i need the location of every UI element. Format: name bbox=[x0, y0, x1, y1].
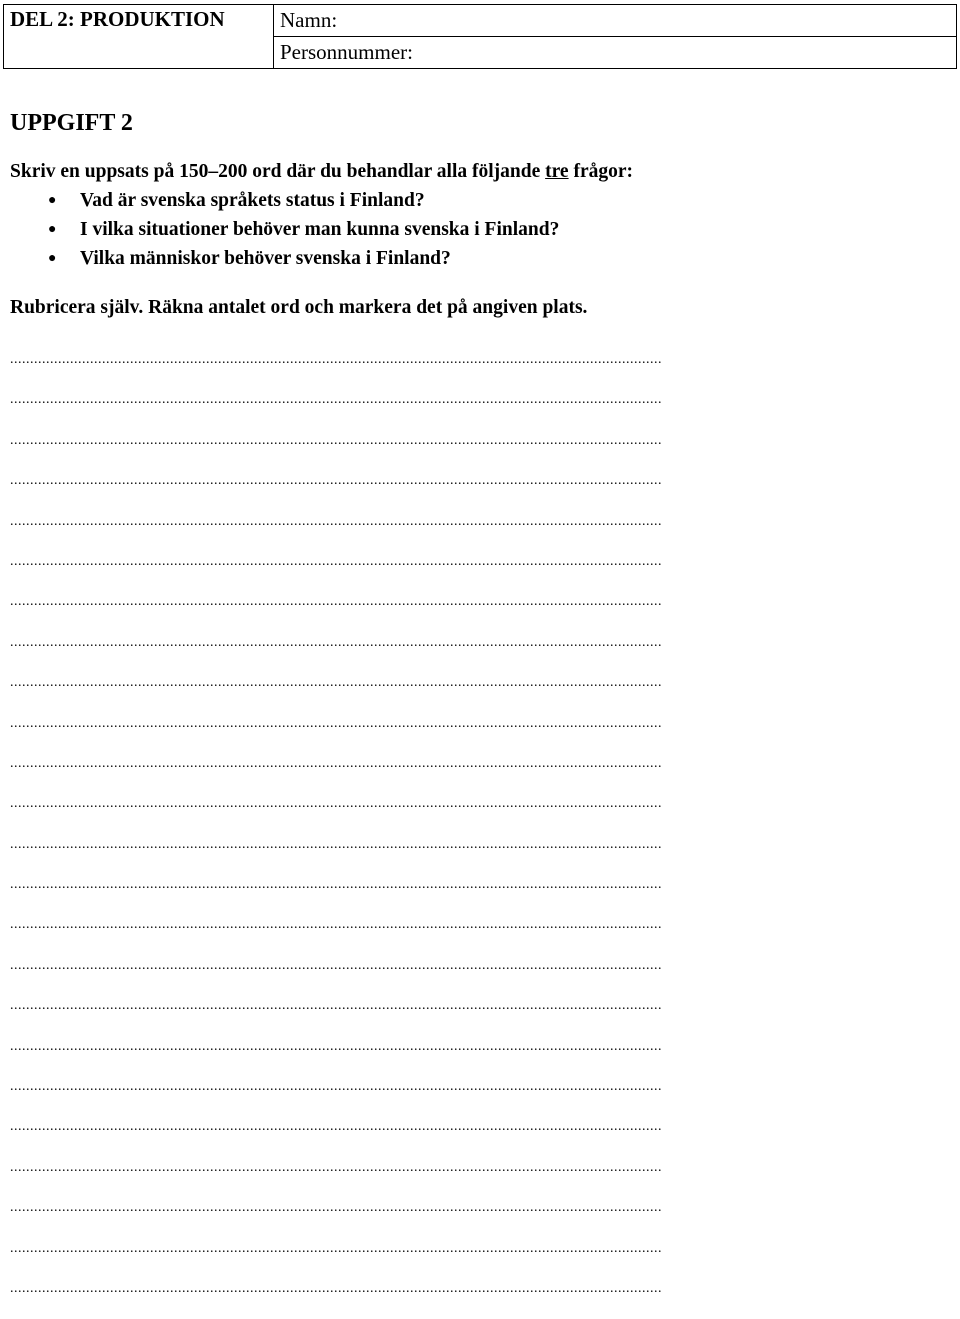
writing-line[interactable]: ................................................................................................................................................................... bbox=[10, 513, 662, 529]
question-item bbox=[10, 186, 950, 215]
writing-line[interactable]: ................................................................................................................................................................... bbox=[10, 1119, 662, 1135]
task-title: UPPGIFT 2 bbox=[10, 110, 133, 136]
writing-line[interactable]: ................................................................................................................................................................... bbox=[10, 957, 662, 973]
writing-line[interactable]: ................................................................................................................................................................... bbox=[10, 755, 662, 771]
question-list bbox=[10, 186, 950, 273]
writing-line[interactable]: ................................................................................................................................................................... bbox=[10, 1159, 662, 1175]
question-item bbox=[10, 244, 950, 273]
bullet-icon: ● bbox=[48, 193, 57, 208]
question-text: Vad är svenska språkets status i Finland? bbox=[80, 190, 425, 211]
writing-line[interactable]: ................................................................................................................................................................... bbox=[10, 473, 662, 489]
writing-line[interactable]: ................................................................................................................................................................... bbox=[10, 594, 662, 610]
writing-line[interactable]: ................................................................................................................................................................... bbox=[10, 352, 662, 367]
writing-line[interactable]: ................................................................................................................................................................... bbox=[10, 917, 662, 933]
writing-line[interactable]: ................................................................................................................................................................... bbox=[10, 432, 662, 448]
writing-line[interactable]: ................................................................................................................................................................... bbox=[10, 553, 662, 569]
header-table bbox=[3, 4, 957, 69]
writing-line[interactable]: ................................................................................................................................................................... bbox=[10, 1038, 662, 1054]
personal-id-field[interactable]: Personnummer: bbox=[274, 37, 957, 69]
instructions bbox=[10, 157, 950, 273]
writing-line[interactable]: ................................................................................................................................................................... bbox=[10, 998, 662, 1014]
writing-line[interactable]: ................................................................................................................................................................... bbox=[10, 796, 662, 812]
section-label: DEL 2: PRODUKTION bbox=[4, 5, 274, 69]
writing-line[interactable]: ................................................................................................................................................................... bbox=[10, 1200, 662, 1216]
writing-line[interactable]: ................................................................................................................................................................... bbox=[10, 836, 662, 852]
final-instruction: Rubricera själv. Räkna antalet ord och markera det på angiven plats. bbox=[10, 297, 588, 318]
writing-line[interactable]: ................................................................................................................................................................... bbox=[10, 1079, 662, 1095]
bullet-icon: ● bbox=[48, 251, 57, 266]
question-item bbox=[10, 215, 950, 244]
writing-line[interactable]: ................................................................................................................................................................... bbox=[10, 715, 662, 731]
writing-lines bbox=[10, 350, 948, 1319]
name-field[interactable]: Namn: bbox=[274, 5, 957, 37]
writing-line[interactable]: ................................................................................................................................................................... bbox=[10, 1280, 662, 1296]
writing-line[interactable]: ................................................................................................................................................................... bbox=[10, 634, 662, 650]
writing-line[interactable]: ................................................................................................................................................................... bbox=[10, 877, 662, 893]
question-text: Vilka människor behöver svenska i Finland? bbox=[80, 248, 451, 269]
bullet-icon: ● bbox=[48, 222, 57, 237]
writing-line[interactable]: ................................................................................................................................................................... bbox=[10, 675, 662, 691]
intro-prefix: Skriv en uppsats på 150–200 ord där du behandlar alla följande bbox=[10, 161, 546, 182]
intro-emphasis: tre bbox=[545, 161, 569, 182]
writing-line[interactable]: ................................................................................................................................................................... bbox=[10, 1240, 662, 1256]
question-text: I vilka situationer behöver man kunna svenska i Finland? bbox=[80, 219, 560, 240]
writing-line[interactable]: ................................................................................................................................................................... bbox=[10, 392, 662, 408]
intro-suffix: frågor: bbox=[568, 161, 634, 182]
intro-text bbox=[10, 157, 950, 186]
